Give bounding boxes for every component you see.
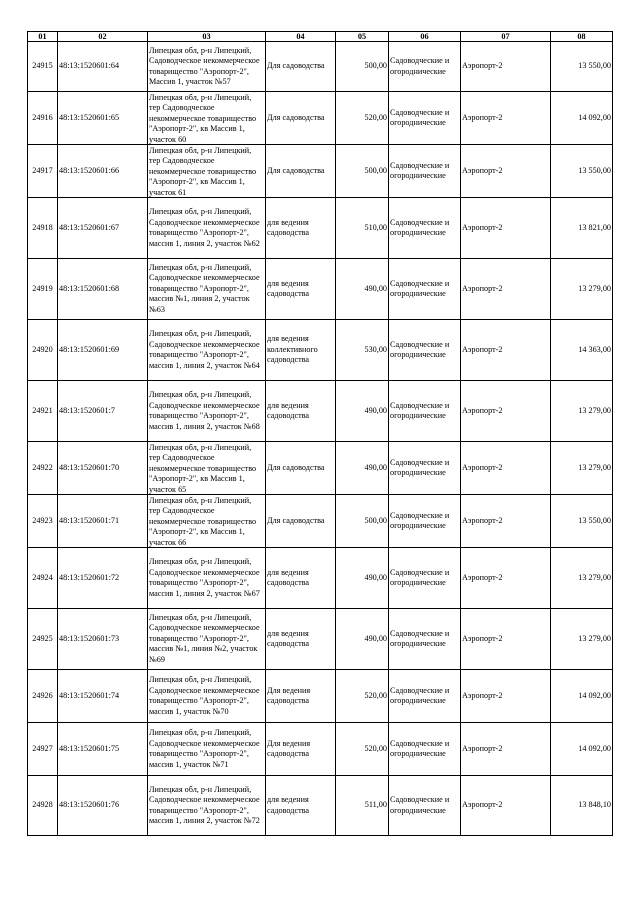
area-cell: 490,00 <box>336 442 389 495</box>
cadastral-value-cell: 13 279,00 <box>551 381 613 442</box>
location-cell: Аэропорт-2 <box>461 776 551 836</box>
area-cell: 520,00 <box>336 670 389 723</box>
address-cell <box>148 495 266 548</box>
permitted-use-cell: Для ведения садоводства <box>266 670 336 723</box>
address-text: Липецкая обл, р-н Липецкий, тер Садоводческое некоммерческое товарищество "Аэропорт-2", кв Массив 1, участок 60 <box>149 92 257 144</box>
address-text: Липецкая обл, р-н Липецкий, Садоводческое некоммерческое товарищество "Аэропорт-2", массив №1, линия 2, участок №63 <box>149 262 260 314</box>
land-category-cell: Садоводческие и огороднические <box>389 198 461 259</box>
row-id-cell: 24921 <box>28 381 58 442</box>
table-row <box>28 92 613 145</box>
row-id-cell: 24922 <box>28 442 58 495</box>
area-cell: 490,00 <box>336 548 389 609</box>
table-row <box>28 259 613 320</box>
table-row <box>28 548 613 609</box>
table-row <box>28 495 613 548</box>
cadastral-value-cell: 13 550,00 <box>551 145 613 198</box>
land-category-cell: Садоводческие и огороднические <box>389 381 461 442</box>
location-cell: Аэропорт-2 <box>461 145 551 198</box>
cadastral-number-cell: 48:13:1520601:74 <box>58 670 148 723</box>
table-row <box>28 723 613 776</box>
col-header-06: 06 <box>389 32 461 42</box>
table-row <box>28 776 613 836</box>
location-cell: Аэропорт-2 <box>461 495 551 548</box>
table-row <box>28 198 613 259</box>
address-text: Липецкая обл, р-н Липецкий, Садоводческое некоммерческое товарищество "Аэропорт-2", Массив 1, участок №57 <box>149 45 260 86</box>
cadastral-value-cell: 14 092,00 <box>551 670 613 723</box>
table-row <box>28 442 613 495</box>
cadastral-value-cell: 13 848,10 <box>551 776 613 836</box>
cadastral-value-cell: 14 363,00 <box>551 320 613 381</box>
land-category-cell: Садоводческие и огороднические <box>389 320 461 381</box>
table-row <box>28 42 613 92</box>
col-header-07: 07 <box>461 32 551 42</box>
permitted-use-cell: для ведения садоводства <box>266 776 336 836</box>
address-cell <box>148 548 266 609</box>
land-category-cell: Садоводческие и огороднические <box>389 259 461 320</box>
address-text: Липецкая обл, р-н Липецкий, Садоводческое некоммерческое товарищество "Аэропорт-2", массив 1, участок №70 <box>149 675 260 716</box>
land-register-table <box>27 31 613 836</box>
col-header-04: 04 <box>266 32 336 42</box>
col-header-08: 08 <box>551 32 613 42</box>
land-category-cell: Садоводческие и огороднические <box>389 776 461 836</box>
address-cell <box>148 259 266 320</box>
land-category-cell: Садоводческие и огороднические <box>389 548 461 609</box>
land-category-cell: Садоводческие и огороднические <box>389 92 461 145</box>
location-cell: Аэропорт-2 <box>461 609 551 670</box>
location-cell: Аэропорт-2 <box>461 548 551 609</box>
area-cell: 490,00 <box>336 259 389 320</box>
cadastral-value-cell: 14 092,00 <box>551 723 613 776</box>
address-text: Липецкая обл, р-н Липецкий, Садоводческое некоммерческое товарищество "Аэропорт-2", массив 1, линия 2, участок №72 <box>149 784 260 825</box>
table-row <box>28 381 613 442</box>
address-cell <box>148 320 266 381</box>
cadastral-number-cell: 48:13:1520601:64 <box>58 42 148 92</box>
land-category-cell: Садоводческие и огороднические <box>389 42 461 92</box>
location-cell: Аэропорт-2 <box>461 42 551 92</box>
col-header-01: 01 <box>28 32 58 42</box>
cadastral-number-cell: 48:13:1520601:72 <box>58 548 148 609</box>
permitted-use-cell: для ведения садоводства <box>266 381 336 442</box>
cadastral-number-cell: 48:13:1520601:71 <box>58 495 148 548</box>
area-cell: 520,00 <box>336 92 389 145</box>
table-row <box>28 145 613 198</box>
address-text: Липецкая обл, р-н Липецкий, Садоводческое некоммерческое товарищество "Аэропорт-2", массив №1, линия №2, участок №69 <box>149 612 260 664</box>
cadastral-number-cell: 48:13:1520601:67 <box>58 198 148 259</box>
address-text: Липецкая обл, р-н Липецкий, тер Садоводческое некоммерческое товарищество "Аэропорт-2", кв Массив 1, участок 66 <box>149 495 257 547</box>
area-cell: 510,00 <box>336 198 389 259</box>
row-id-cell: 24928 <box>28 776 58 836</box>
permitted-use-cell: Для ведения садоводства <box>266 723 336 776</box>
address-cell <box>148 609 266 670</box>
address-cell <box>148 145 266 198</box>
address-cell <box>148 670 266 723</box>
location-cell: Аэропорт-2 <box>461 723 551 776</box>
address-cell <box>148 442 266 495</box>
cadastral-number-cell: 48:13:1520601:65 <box>58 92 148 145</box>
address-cell <box>148 381 266 442</box>
row-id-cell: 24916 <box>28 92 58 145</box>
cadastral-number-cell: 48:13:1520601:73 <box>58 609 148 670</box>
address-text: Липецкая обл, р-н Липецкий, Садоводческое некоммерческое товарищество "Аэропорт-2", массив 1, линия 2, участок №64 <box>149 329 260 370</box>
land-category-cell: Садоводческие и огороднические <box>389 723 461 776</box>
location-cell: Аэропорт-2 <box>461 442 551 495</box>
address-text: Липецкая обл, р-н Липецкий, Садоводческое некоммерческое товарищество "Аэропорт-2", массив 1, линия 2, участок №68 <box>149 390 260 431</box>
address-text: Липецкая обл, р-н Липецкий, Садоводческое некоммерческое товарищество "Аэропорт-2", массив 1, линия 2, участок №62 <box>149 207 260 248</box>
row-id-cell: 24926 <box>28 670 58 723</box>
address-text: Липецкая обл, р-н Липецкий, тер Садоводческое некоммерческое товарищество "Аэропорт-2", кв Массив 1, участок 61 <box>149 145 257 197</box>
permitted-use-cell: для ведения садоводства <box>266 198 336 259</box>
area-cell: 520,00 <box>336 723 389 776</box>
col-header-02: 02 <box>58 32 148 42</box>
cadastral-number-cell: 48:13:1520601:69 <box>58 320 148 381</box>
row-id-cell: 24923 <box>28 495 58 548</box>
location-cell: Аэропорт-2 <box>461 670 551 723</box>
table-row <box>28 609 613 670</box>
location-cell: Аэропорт-2 <box>461 259 551 320</box>
row-id-cell: 24919 <box>28 259 58 320</box>
cadastral-value-cell: 13 550,00 <box>551 495 613 548</box>
cadastral-value-cell: 14 092,00 <box>551 92 613 145</box>
table-body <box>28 42 613 836</box>
cadastral-number-cell: 48:13:1520601:66 <box>58 145 148 198</box>
land-category-cell: Садоводческие и огороднические <box>389 670 461 723</box>
address-cell <box>148 723 266 776</box>
cadastral-number-cell: 48:13:1520601:7 <box>58 381 148 442</box>
table-row <box>28 670 613 723</box>
cadastral-value-cell: 13 550,00 <box>551 42 613 92</box>
address-cell <box>148 198 266 259</box>
land-category-cell: Садоводческие и огороднические <box>389 442 461 495</box>
row-id-cell: 24925 <box>28 609 58 670</box>
location-cell: Аэропорт-2 <box>461 92 551 145</box>
address-cell <box>148 776 266 836</box>
permitted-use-cell: Для садоводства <box>266 442 336 495</box>
permitted-use-cell: Для садоводства <box>266 495 336 548</box>
cadastral-number-cell: 48:13:1520601:70 <box>58 442 148 495</box>
cadastral-value-cell: 13 279,00 <box>551 259 613 320</box>
row-id-cell: 24927 <box>28 723 58 776</box>
area-cell: 500,00 <box>336 495 389 548</box>
permitted-use-cell: для ведения коллективного садоводства <box>266 320 336 381</box>
row-id-cell: 24917 <box>28 145 58 198</box>
address-cell <box>148 92 266 145</box>
table-row <box>28 320 613 381</box>
location-cell: Аэропорт-2 <box>461 381 551 442</box>
cadastral-value-cell: 13 279,00 <box>551 442 613 495</box>
area-cell: 511,00 <box>336 776 389 836</box>
address-text: Липецкая обл, р-н Липецкий, тер Садоводческое некоммерческое товарищество "Аэропорт-2", кв Массив 1, участок 65 <box>149 442 257 494</box>
permitted-use-cell: для ведения садоводства <box>266 259 336 320</box>
address-text: Липецкая обл, р-н Липецкий, Садоводческое некоммерческое товарищество "Аэропорт-2", массив 1, линия 2, участок №67 <box>149 557 260 598</box>
row-id-cell: 24915 <box>28 42 58 92</box>
permitted-use-cell: Для садоводства <box>266 92 336 145</box>
cadastral-number-cell: 48:13:1520601:75 <box>58 723 148 776</box>
area-cell: 530,00 <box>336 320 389 381</box>
area-cell: 500,00 <box>336 42 389 92</box>
row-id-cell: 24924 <box>28 548 58 609</box>
header-row <box>28 32 613 42</box>
area-cell: 490,00 <box>336 381 389 442</box>
permitted-use-cell: для ведения садоводства <box>266 548 336 609</box>
row-id-cell: 24920 <box>28 320 58 381</box>
land-category-cell: Садоводческие и огороднические <box>389 609 461 670</box>
location-cell: Аэропорт-2 <box>461 198 551 259</box>
location-cell: Аэропорт-2 <box>461 320 551 381</box>
address-cell <box>148 42 266 92</box>
permitted-use-cell: Для садоводства <box>266 42 336 92</box>
land-category-cell: Садоводческие и огороднические <box>389 495 461 548</box>
row-id-cell: 24918 <box>28 198 58 259</box>
area-cell: 490,00 <box>336 609 389 670</box>
cadastral-value-cell: 13 279,00 <box>551 548 613 609</box>
col-header-05: 05 <box>336 32 389 42</box>
cadastral-number-cell: 48:13:1520601:68 <box>58 259 148 320</box>
cadastral-value-cell: 13 821,00 <box>551 198 613 259</box>
area-cell: 500,00 <box>336 145 389 198</box>
permitted-use-cell: Для садоводства <box>266 145 336 198</box>
land-category-cell: Садоводческие и огороднические <box>389 145 461 198</box>
cadastral-value-cell: 13 279,00 <box>551 609 613 670</box>
col-header-03: 03 <box>148 32 266 42</box>
address-text: Липецкая обл, р-н Липецкий, Садоводческое некоммерческое товарищество "Аэропорт-2", массив 1, участок №71 <box>149 728 260 769</box>
permitted-use-cell: для ведения садоводства <box>266 609 336 670</box>
cadastral-number-cell: 48:13:1520601:76 <box>58 776 148 836</box>
